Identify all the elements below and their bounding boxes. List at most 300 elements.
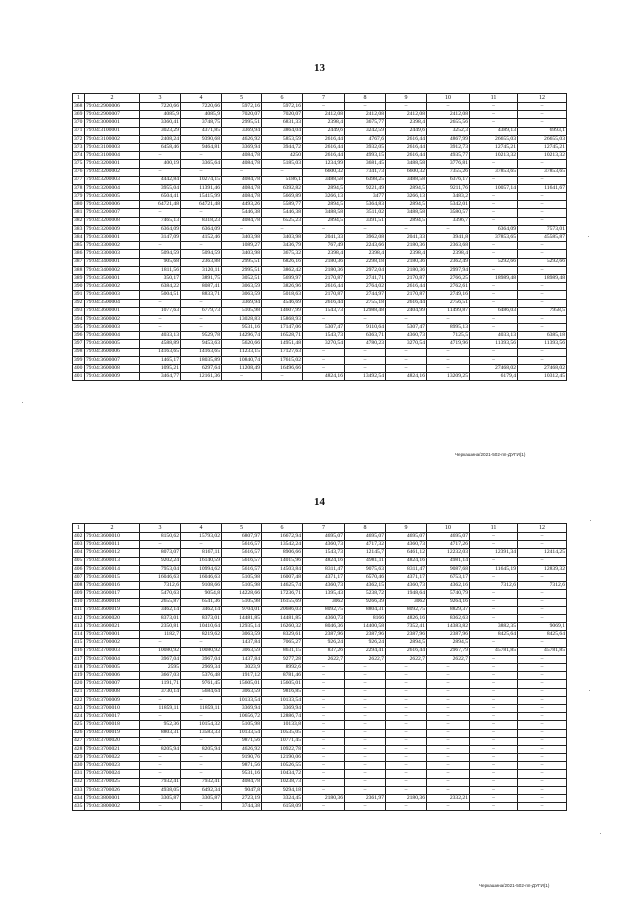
value-cell: 10771,45 xyxy=(262,737,303,745)
value-cell: 3063,59 xyxy=(222,647,262,655)
row-number-cell: 374 xyxy=(73,152,85,160)
cadastral-code-cell: 79:04:3600015 xyxy=(85,573,140,581)
value-cell: 13209,25 xyxy=(427,373,470,381)
value-cell: 8804,31 xyxy=(345,606,386,614)
value-cell: – xyxy=(303,770,345,778)
row-number-cell: 401 xyxy=(73,373,85,381)
value-cell: – xyxy=(303,103,345,111)
value-cell: – xyxy=(386,672,427,680)
value-cell: – xyxy=(303,713,345,721)
value-cell: 27468,02 xyxy=(470,365,518,373)
value-cell: – xyxy=(470,721,518,729)
table-row xyxy=(73,623,567,631)
value-cell: 4695,07 xyxy=(345,533,386,541)
value-cell: – xyxy=(345,688,386,696)
value-cell: 4626,92 xyxy=(222,745,262,753)
cadastral-code-cell: 79:04:3100003 xyxy=(85,143,140,151)
value-cell: 3266,13 xyxy=(386,193,427,201)
value-cell: 400,19 xyxy=(140,160,181,168)
value-cell: – xyxy=(518,283,567,291)
value-cell: 9531,16 xyxy=(222,324,262,332)
column-header: 7 xyxy=(303,94,345,103)
value-cell: – xyxy=(345,778,386,786)
value-cell: 4084,78 xyxy=(222,176,262,184)
table-row xyxy=(73,582,567,590)
table-row xyxy=(73,573,567,581)
value-cell: 6486,03 xyxy=(470,307,518,315)
table-row xyxy=(73,356,567,364)
row-number-cell: 400 xyxy=(73,365,85,373)
row-number-cell: 422 xyxy=(73,696,85,704)
value-cell: – xyxy=(470,250,518,258)
table-row xyxy=(73,696,567,704)
value-cell: – xyxy=(386,664,427,672)
value-cell: 4824,16 xyxy=(386,373,427,381)
page-number: 13 xyxy=(314,62,325,74)
value-cell: – xyxy=(427,770,470,778)
value-cell: – xyxy=(386,680,427,688)
value-cell: 6525,23 xyxy=(262,217,303,225)
row-number-cell: 429 xyxy=(73,754,85,762)
value-cell: 3667,03 xyxy=(140,672,181,680)
value-cell: 3464,77 xyxy=(140,373,181,381)
value-cell: – xyxy=(181,315,222,323)
value-cell: – xyxy=(470,324,518,332)
value-cell: – xyxy=(140,770,181,778)
cadastral-code-cell: 79:04:3700023 xyxy=(85,762,140,770)
value-cell: 2363,68 xyxy=(427,242,470,250)
row-number-cell: 405 xyxy=(73,557,85,565)
value-cell: 7020,07 xyxy=(262,111,303,119)
cadastral-code-cell: 79:04:3600011 xyxy=(85,541,140,549)
value-cell: 8205,94 xyxy=(140,745,181,753)
cadastral-code-cell: 79:04:3200009 xyxy=(85,225,140,233)
value-cell: – xyxy=(303,348,345,356)
value-cell: 4546,69 xyxy=(262,299,303,307)
table-row xyxy=(73,168,567,176)
column-header: 12 xyxy=(518,94,567,103)
value-cell: 905,68 xyxy=(140,258,181,266)
value-cell: 37853,65 xyxy=(470,168,518,176)
value-cell: 2350,81 xyxy=(140,623,181,631)
value-cell: 6570,46 xyxy=(345,573,386,581)
table-row xyxy=(73,242,567,250)
value-cell: – xyxy=(303,664,345,672)
value-cell: 2362,49 xyxy=(427,258,470,266)
value-cell: 5185,03 xyxy=(262,160,303,168)
value-cell: 1077,63 xyxy=(140,307,181,315)
value-cell: 5616,57 xyxy=(222,549,262,557)
value-cell: – xyxy=(140,315,181,323)
value-cell: 9202,24 xyxy=(140,557,181,565)
value-cell: 5853,59 xyxy=(262,135,303,143)
value-cell: 12232,03 xyxy=(427,549,470,557)
value-cell: 5292,66 xyxy=(470,258,518,266)
value-cell: 14163,65 xyxy=(140,348,181,356)
value-cell: – xyxy=(470,557,518,565)
value-cell: 7465,13 xyxy=(140,217,181,225)
value-cell: – xyxy=(140,639,181,647)
value-cell: – xyxy=(470,745,518,753)
cadastral-code-cell: 79:04:3600013 xyxy=(85,557,140,565)
value-cell: – xyxy=(303,803,345,811)
value-cell: 3748,75 xyxy=(181,119,222,127)
value-cell: – xyxy=(470,688,518,696)
value-cell: – xyxy=(303,688,345,696)
table-row xyxy=(73,119,567,127)
value-cell: 9464,81 xyxy=(181,143,222,151)
value-cell: 8631,15 xyxy=(262,647,303,655)
value-cell: 12145,7 xyxy=(345,549,386,557)
table-row xyxy=(73,729,567,737)
value-cell: – xyxy=(470,713,518,721)
row-number-cell: 368 xyxy=(73,103,85,111)
value-cell: 2398,4 xyxy=(345,250,386,258)
value-cell: – xyxy=(518,111,567,119)
value-cell: 4867,99 xyxy=(427,135,470,143)
value-cell: 3941,8 xyxy=(427,234,470,242)
value-cell: 2449,6 xyxy=(303,127,345,135)
value-cell: – xyxy=(386,770,427,778)
value-cell: – xyxy=(222,225,262,233)
value-cell: 2180,36 xyxy=(386,266,427,274)
row-number-cell: 370 xyxy=(73,119,85,127)
value-cell: – xyxy=(386,721,427,729)
value-cell: 5589,77 xyxy=(262,201,303,209)
value-cell: – xyxy=(427,704,470,712)
cadastral-code-cell: 79:04:3200003 xyxy=(85,176,140,184)
value-cell: 3063,59 xyxy=(222,688,262,696)
value-cell: 9264,16 xyxy=(427,598,470,606)
value-cell: – xyxy=(518,160,567,168)
table-row xyxy=(73,266,567,274)
value-cell: – xyxy=(470,217,518,225)
value-cell: – xyxy=(262,168,303,176)
row-number-cell: 425 xyxy=(73,721,85,729)
value-cell: – xyxy=(140,152,181,160)
value-cell: – xyxy=(518,356,567,364)
value-cell: 8092,75 xyxy=(386,606,427,614)
value-cell: 14503,84 xyxy=(262,565,303,573)
value-cell: – xyxy=(303,745,345,753)
cadastral-code-cell: 79:04:3600004 xyxy=(85,332,140,340)
value-cell: 2332,21 xyxy=(427,795,470,803)
value-cell: 5740,79 xyxy=(427,590,470,598)
value-cell: 4250 xyxy=(262,152,303,160)
value-cell: – xyxy=(518,324,567,332)
value-cell: – xyxy=(303,754,345,762)
column-header: 8 xyxy=(345,524,386,533)
value-cell: – xyxy=(518,266,567,274)
cadastral-code-cell: 79:04:3800001 xyxy=(85,795,140,803)
value-cell: – xyxy=(518,614,567,622)
value-cell: 8362,63 xyxy=(427,614,470,622)
value-cell: 3675,77 xyxy=(345,119,386,127)
value-cell: 2616,44 xyxy=(303,299,345,307)
value-cell: 17147,06 xyxy=(262,324,303,332)
row-number-cell: 398 xyxy=(73,348,85,356)
value-cell: 3270,54 xyxy=(386,340,427,348)
value-cell: 2180,36 xyxy=(303,266,345,274)
cadastral-code-cell: 79:04:3700021 xyxy=(85,745,140,753)
value-cell: 8311,47 xyxy=(303,565,345,573)
value-cell: 3062 xyxy=(386,598,427,606)
value-cell: 6504,41 xyxy=(140,193,181,201)
footer-note: Черкашина/2021-502-пп-ДУГИ(1) xyxy=(455,452,526,457)
value-cell: – xyxy=(386,737,427,745)
value-cell: – xyxy=(518,786,567,794)
cadastral-code-cell: 79:04:3200002 xyxy=(85,168,140,176)
value-cell: – xyxy=(222,168,262,176)
value-cell: 16046,63 xyxy=(140,573,181,581)
column-header: 3 xyxy=(140,524,181,533)
value-cell: 4993,15 xyxy=(345,152,386,160)
value-cell: 10080,92 xyxy=(140,647,181,655)
value-cell: 3266,13 xyxy=(303,193,345,201)
value-cell: 10133,54 xyxy=(222,696,262,704)
value-cell: 6297,64 xyxy=(181,365,222,373)
value-cell: 2170,87 xyxy=(386,274,427,282)
value-cell: 1811,56 xyxy=(140,266,181,274)
value-cell: 3242,59 xyxy=(345,127,386,135)
value-cell: – xyxy=(518,721,567,729)
value-cell: 4371,17 xyxy=(386,573,427,581)
value-cell: 20686,03 xyxy=(262,606,303,614)
value-cell: 6392,82 xyxy=(262,184,303,192)
value-cell: 9531,16 xyxy=(222,770,262,778)
value-cell: 2894,5 xyxy=(303,201,345,209)
value-cell: 4360,73 xyxy=(303,582,345,590)
value-cell: 11499,87 xyxy=(427,307,470,315)
table-row xyxy=(73,332,567,340)
value-cell: – xyxy=(427,729,470,737)
value-cell: 2894,5 xyxy=(386,201,427,209)
table-row xyxy=(73,143,567,151)
value-cell: – xyxy=(386,696,427,704)
row-number-cell: 375 xyxy=(73,160,85,168)
value-cell: 8992,6 xyxy=(262,664,303,672)
value-cell: 2972,04 xyxy=(345,266,386,274)
value-cell: 5699,97 xyxy=(262,274,303,282)
row-number-cell: 420 xyxy=(73,680,85,688)
value-cell: 8803,31 xyxy=(140,729,181,737)
value-cell: 6461,12 xyxy=(386,549,427,557)
value-cell: 5446,38 xyxy=(222,209,262,217)
value-cell: – xyxy=(140,696,181,704)
value-cell: 2170,87 xyxy=(303,274,345,282)
cadastral-code-cell: 79:04:3600009 xyxy=(85,373,140,381)
row-number-cell: 427 xyxy=(73,737,85,745)
value-cell: 6179,4 xyxy=(470,373,518,381)
value-cell: 6779,73 xyxy=(181,307,222,315)
value-cell: 1948,64 xyxy=(386,590,427,598)
row-number-cell: 395 xyxy=(73,324,85,332)
value-cell: – xyxy=(345,225,386,233)
value-cell: 3826,96 xyxy=(262,283,303,291)
value-cell: – xyxy=(427,745,470,753)
value-cell: 4780,23 xyxy=(345,340,386,348)
value-cell: – xyxy=(518,250,567,258)
value-cell: 5669,89 xyxy=(262,193,303,201)
value-cell: 3360,41 xyxy=(140,119,181,127)
row-number-cell: 381 xyxy=(73,209,85,217)
scan-speck xyxy=(588,236,589,237)
value-cell: – xyxy=(345,721,386,729)
column-header: 9 xyxy=(386,524,427,533)
value-cell: 5292,66 xyxy=(518,258,567,266)
cadastral-code-cell: 79:04:3700004 xyxy=(85,655,140,663)
value-cell: 10526,55 xyxy=(262,762,303,770)
value-cell: 5238,72 xyxy=(345,590,386,598)
value-cell: 15868,93 xyxy=(262,315,303,323)
value-cell: 3488,58 xyxy=(386,209,427,217)
value-cell: – xyxy=(140,737,181,745)
cadastral-code-cell: 79:04:3200004 xyxy=(85,184,140,192)
cadastral-code-cell: 79:04:3200008 xyxy=(85,217,140,225)
value-cell: – xyxy=(345,704,386,712)
value-cell: 3462,14 xyxy=(181,606,222,614)
value-cell: 12745,21 xyxy=(470,143,518,151)
table-row xyxy=(73,647,567,655)
value-cell: 2894,5 xyxy=(303,217,345,225)
row-number-cell: 397 xyxy=(73,340,85,348)
cadastral-code-cell: 79:04:3200001 xyxy=(85,160,140,168)
value-cell: 2622,7 xyxy=(303,655,345,663)
value-cell: 8087,41 xyxy=(181,283,222,291)
value-cell: 9190,76 xyxy=(222,754,262,762)
value-cell: 4938,05 xyxy=(140,786,181,794)
value-cell: – xyxy=(181,770,222,778)
column-header: 8 xyxy=(345,94,386,103)
value-cell: 9294,18 xyxy=(262,786,303,794)
table-row xyxy=(73,549,567,557)
value-cell: – xyxy=(140,209,181,217)
value-cell: 37853,65 xyxy=(470,234,518,242)
value-cell: 9047,8 xyxy=(222,786,262,794)
value-cell: 12839,32 xyxy=(518,565,567,573)
value-cell: 4824,16 xyxy=(386,557,427,565)
value-cell: 7312,6 xyxy=(470,582,518,590)
value-cell: – xyxy=(518,778,567,786)
value-cell: 10922,78 xyxy=(262,745,303,753)
value-cell: 1234,99 xyxy=(303,160,345,168)
value-cell: – xyxy=(345,672,386,680)
table-row xyxy=(73,365,567,373)
value-cell: – xyxy=(386,729,427,737)
value-cell: 2398,4 xyxy=(303,250,345,258)
cadastral-code-cell: 79:04:3700007 xyxy=(85,680,140,688)
row-number-cell: 423 xyxy=(73,704,85,712)
value-cell: 5620,66 xyxy=(222,340,262,348)
value-cell: 64721,48 xyxy=(181,201,222,209)
value-cell: 926,24 xyxy=(303,639,345,647)
row-number-cell: 386 xyxy=(73,250,85,258)
value-cell: 4371,17 xyxy=(303,573,345,581)
value-cell: 8092,75 xyxy=(303,606,345,614)
value-cell: 4084,78 xyxy=(222,160,262,168)
value-cell: 2616,44 xyxy=(303,283,345,291)
value-cell: 2408,24 xyxy=(140,135,181,143)
cadastral-code-cell: 79:04:3100004 xyxy=(85,152,140,160)
value-cell: 5972,16 xyxy=(262,103,303,111)
value-cell: 2616,44 xyxy=(386,283,427,291)
table-row xyxy=(73,745,567,753)
cadastral-code-cell: 79:04:3600003 xyxy=(85,324,140,332)
table-row xyxy=(73,598,567,606)
value-cell: 2616,44 xyxy=(303,135,345,143)
value-cell: – xyxy=(345,770,386,778)
value-cell: – xyxy=(470,762,518,770)
value-cell: 1543,73 xyxy=(303,307,345,315)
table-row xyxy=(73,111,567,119)
row-number-cell: 414 xyxy=(73,631,85,639)
value-cell: 3681,45 xyxy=(345,160,386,168)
value-cell: – xyxy=(470,242,518,250)
value-cell: 8046,36 xyxy=(303,623,345,631)
value-cell: 2616,44 xyxy=(386,152,427,160)
value-cell: 27468,02 xyxy=(518,365,567,373)
value-cell: 6384,22 xyxy=(140,283,181,291)
value-cell: 3488,58 xyxy=(386,176,427,184)
table-row xyxy=(73,307,567,315)
table-row xyxy=(73,340,567,348)
value-cell: – xyxy=(518,762,567,770)
value-cell: 8073,07 xyxy=(140,549,181,557)
value-cell: 6398,25 xyxy=(345,176,386,184)
cadastral-code-cell: 79:04:3300003 xyxy=(85,250,140,258)
row-number-cell: 377 xyxy=(73,176,85,184)
cadastral-code-cell: 79:04:3500001 xyxy=(85,274,140,282)
value-cell: 8373,01 xyxy=(140,614,181,622)
scan-speck xyxy=(22,402,23,403)
value-cell: 6831,33 xyxy=(262,119,303,127)
value-cell: 9087,68 xyxy=(427,565,470,573)
table-row xyxy=(73,672,567,680)
value-cell: – xyxy=(386,348,427,356)
value-cell: 3955,04 xyxy=(140,184,181,192)
value-cell: 17615,02 xyxy=(262,356,303,364)
row-number-cell: 418 xyxy=(73,664,85,672)
value-cell: 7220,66 xyxy=(181,103,222,111)
value-cell: 350,17 xyxy=(140,274,181,282)
value-cell: 6492,34 xyxy=(181,786,222,794)
row-number-cell: 407 xyxy=(73,573,85,581)
value-cell: 3305,87 xyxy=(181,795,222,803)
value-cell: – xyxy=(303,696,345,704)
cadastral-code-cell: 79:04:3600018 xyxy=(85,598,140,606)
value-cell: 3120,11 xyxy=(181,266,222,274)
value-cell: 2412,08 xyxy=(345,111,386,119)
value-cell: – xyxy=(427,680,470,688)
row-number-cell: 384 xyxy=(73,234,85,242)
value-cell: 4695,07 xyxy=(303,533,345,541)
value-cell: 1543,73 xyxy=(303,332,345,340)
cadastral-code-cell: 79:04:3700022 xyxy=(85,754,140,762)
table-row xyxy=(73,688,567,696)
value-cell: 4084,78 xyxy=(222,193,262,201)
value-cell: 9266,39 xyxy=(345,598,386,606)
value-cell: 4935,77 xyxy=(427,152,470,160)
value-cell: 12886,74 xyxy=(262,713,303,721)
value-cell: 7953,04 xyxy=(140,565,181,573)
value-cell: – xyxy=(427,225,470,233)
value-cell: 5376,48 xyxy=(181,672,222,680)
value-cell: – xyxy=(140,168,181,176)
value-cell: – xyxy=(427,721,470,729)
value-cell: 4085,9 xyxy=(140,111,181,119)
value-cell: – xyxy=(470,103,518,111)
cadastral-code-cell: 79:04:3600005 xyxy=(85,340,140,348)
